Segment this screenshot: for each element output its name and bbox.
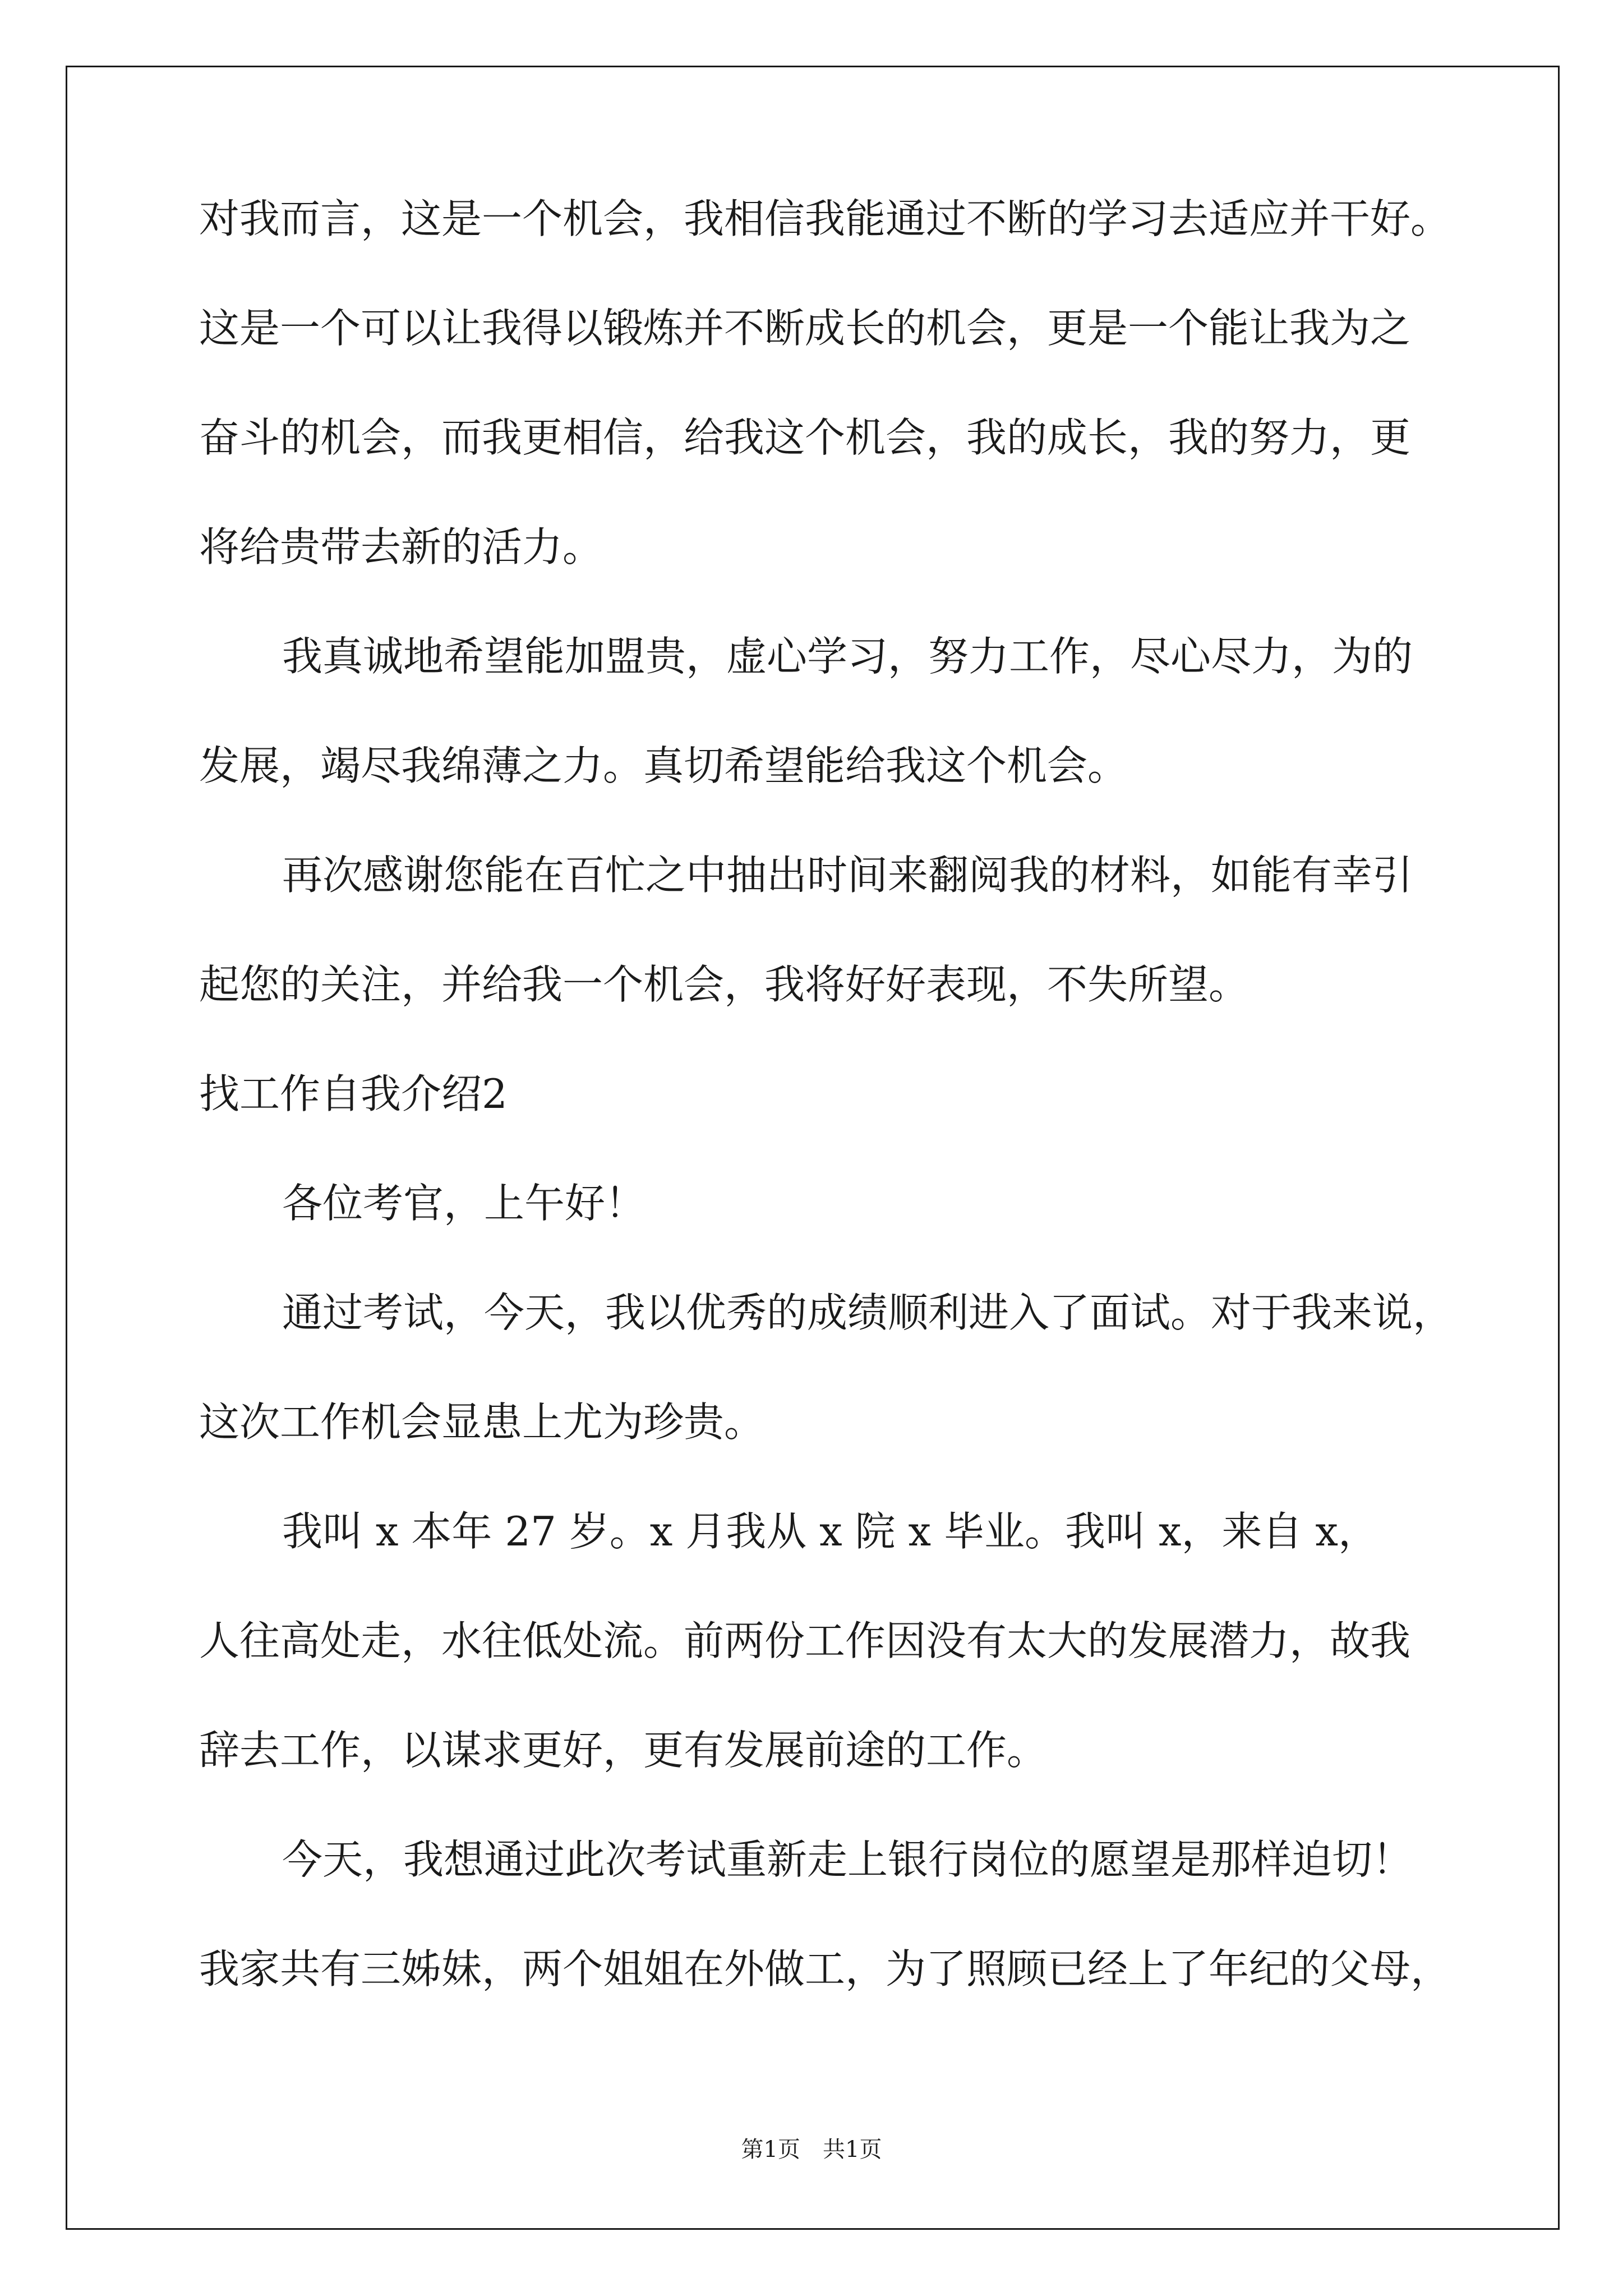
section-heading: 找工作自我介绍2 bbox=[199, 1070, 508, 1117]
text-line: 通过考试，今天，我以优秀的成绩顺利进入了面试。对于我来说， bbox=[282, 1289, 1454, 1336]
text-line: 这次工作机会显患上尤为珍贵。 bbox=[199, 1398, 765, 1446]
text-line: 辞去工作，以谋求更好，更有发展前途的工作。 bbox=[199, 1727, 1048, 1774]
text-line: 这是一个可以让我得以锻炼并不断成长的机会，更是一个能让我为之 bbox=[199, 305, 1411, 352]
text-line: 我真诚地希望能加盟贵，虚心学习，努力工作，尽心尽力，为的 bbox=[282, 633, 1413, 680]
text-line: 各位考官，上午好！ bbox=[282, 1180, 646, 1227]
text-line: 我叫 x 本年 27 岁。x 月我从 x 院 x 毕业。我叫 x，来自 x， bbox=[282, 1508, 1379, 1555]
text-line: 起您的关注，并给我一个机会，我将好好表现，不失所望。 bbox=[199, 961, 1249, 1008]
text-line: 对我而言，这是一个机会，我相信我能通过不断的学习去适应并干好。 bbox=[199, 195, 1451, 242]
text-line: 再次感谢您能在百忙之中抽出时间来翻阅我的材料，如能有幸引 bbox=[282, 852, 1413, 899]
page-footer: 第1页 共1页 bbox=[741, 2137, 882, 2162]
text-line: 人往高处走，水往低处流。前两份工作因没有太大的发展潜力，故我 bbox=[199, 1617, 1411, 1664]
text-line: 我家共有三姊妹，两个姐姐在外做工，为了照顾已经上了年纪的父母， bbox=[199, 1945, 1451, 1993]
page-border bbox=[66, 66, 1560, 2230]
text-line: 奋斗的机会，而我更相信，给我这个机会，我的成长，我的努力，更 bbox=[199, 414, 1411, 461]
text-line: 今天，我想通过此次考试重新走上银行岗位的愿望是那样迫切！ bbox=[282, 1836, 1413, 1883]
text-line: 发展，竭尽我绵薄之力。真切希望能给我这个机会。 bbox=[199, 742, 1128, 789]
text-line: 将给贵带去新的活力。 bbox=[199, 523, 603, 570]
